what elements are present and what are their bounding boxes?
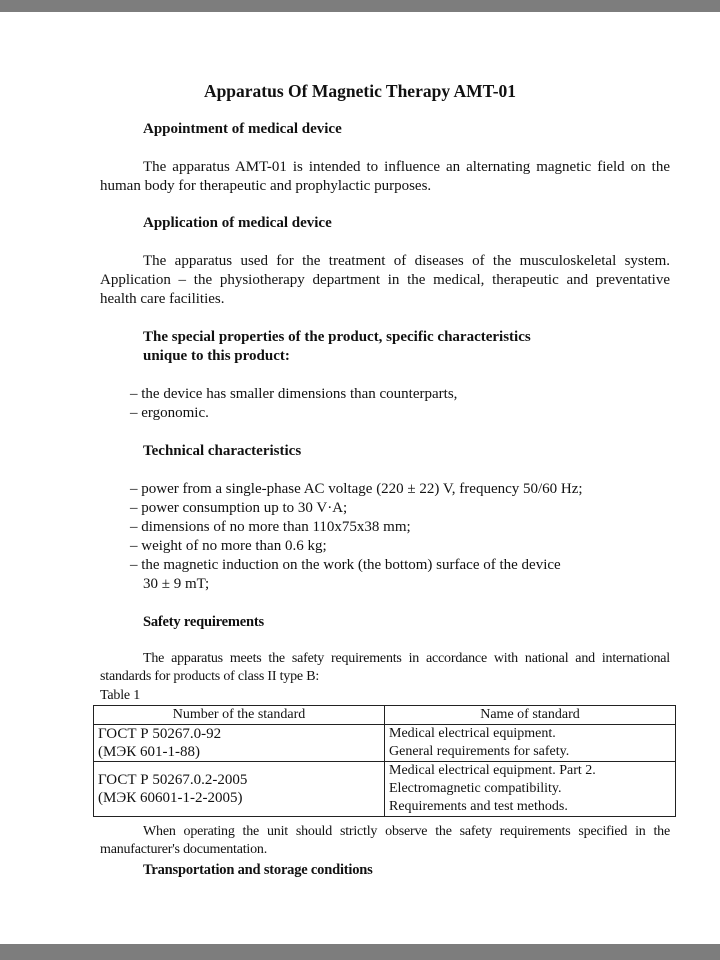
- table-row: [94, 762, 676, 817]
- list-item: – power consumption up to 30 V·A;: [130, 500, 348, 516]
- list-item-continuation: 30 ± 9 mT;: [143, 576, 210, 592]
- cell-line: Electromagnetic compatibility.: [389, 781, 562, 796]
- paragraph-application: [100, 252, 670, 309]
- cell-line: ГОСТ Р 50267.0-92: [98, 726, 222, 742]
- cell-line: General requirements for safety.: [389, 744, 570, 759]
- table-header-row: [94, 706, 676, 725]
- section-heading-technical: Technical characteristics: [143, 443, 302, 459]
- cell-line: Medical electrical equipment.: [389, 726, 556, 741]
- table-cell-name: [385, 725, 676, 762]
- cell-line: (МЭК 60601-1-2-2005): [98, 790, 243, 806]
- list-item: – ergonomic.: [130, 405, 209, 421]
- table-header-number: Number of the standard: [94, 706, 385, 725]
- list-item: – the magnetic induction on the work (the bottom) surface of the device: [130, 557, 561, 573]
- list-item: – weight of no more than 0.6 kg;: [130, 538, 327, 554]
- standards-table: [93, 705, 676, 817]
- table-cell-number: [94, 762, 385, 817]
- table-cell-name: [385, 762, 676, 817]
- paragraph-appointment-text: The apparatus AMT-01 is intended to influence an alternating magnetic field on the human body for therapeutic and prophylactic purposes.: [100, 159, 670, 194]
- section-heading-special-properties-line2: unique to this product:: [143, 348, 290, 364]
- cell-line: Requirements and test methods.: [389, 799, 568, 814]
- cell-line: (МЭК 601-1-88): [98, 744, 200, 760]
- section-heading-safety: Safety requirements: [143, 614, 264, 630]
- table-header-name: Name of standard: [385, 706, 676, 725]
- cell-line: Medical electrical equipment. Part 2.: [389, 763, 596, 778]
- paragraph-appointment: [100, 158, 670, 196]
- document-page: [0, 12, 720, 944]
- paragraph-application-text: The apparatus used for the treatment of diseases of the musculoskeletal system. Application – the physiotherapy department in the medical, therapeutic and preventative health care facilities.: [100, 253, 670, 307]
- list-item: – the device has smaller dimensions than counterparts,: [130, 386, 458, 402]
- paragraph-safety-text: The apparatus meets the safety requirements in accordance with national and international standards for products of class II type B:: [100, 651, 670, 684]
- table-caption: Table 1: [100, 688, 140, 703]
- paragraph-operating-text: When operating the unit should strictly observe the safety requirements specified in the manufacturer's documentation.: [100, 824, 670, 857]
- section-heading-appointment: Appointment of medical device: [143, 121, 342, 137]
- list-item: – power from a single-phase AC voltage (220 ± 22) V, frequency 50/60 Hz;: [130, 481, 583, 497]
- paragraph-safety: [100, 650, 670, 686]
- table-cell-number: [94, 725, 385, 762]
- page-title: Apparatus Of Magnetic Therapy AMT-01: [203, 81, 517, 101]
- cell-line: ГОСТ Р 50267.0.2-2005: [98, 772, 248, 788]
- table-row: [94, 725, 676, 762]
- section-heading-special-properties: The special properties of the product, specific characteristics: [143, 329, 531, 345]
- section-heading-transportation: Transportation and storage conditions: [143, 862, 373, 878]
- list-item: – dimensions of no more than 110x75x38 mm;: [130, 519, 411, 535]
- paragraph-operating: [100, 823, 670, 859]
- section-heading-application: Application of medical device: [143, 215, 332, 231]
